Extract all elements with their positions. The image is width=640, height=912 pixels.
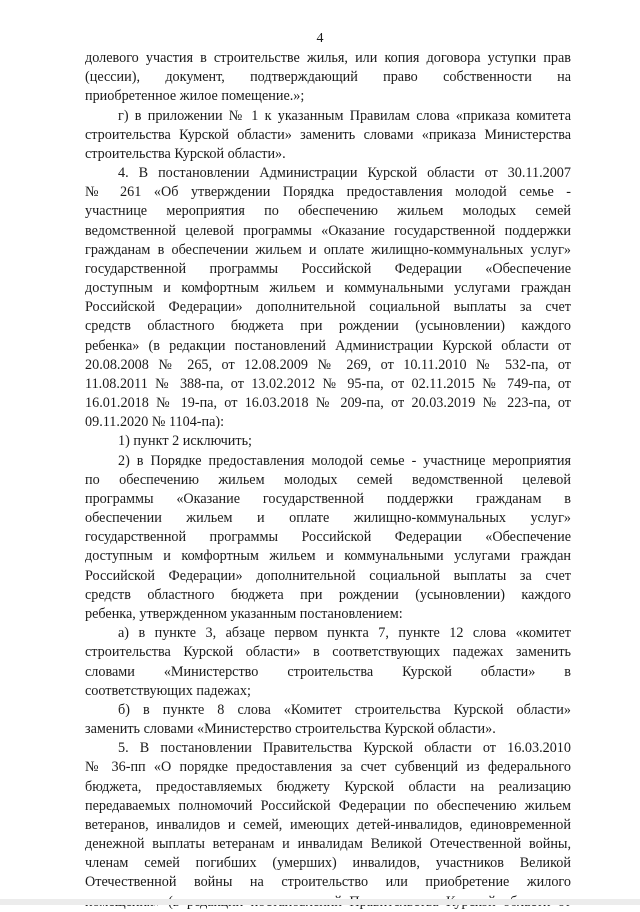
text-line: Отечественной войны на строительство или приобретение жилого [85,874,571,891]
text-line: бюджета, предоставляемых бюджету Курской области на реализацию [85,778,571,795]
text-line: ребенка» (в редакции постановлений Администрации Курской области от [85,337,571,354]
paragraph-start-line: 1) пункт 2 исключить; [118,433,252,450]
text-line: программы «Оказание государственной поддержки гражданам в [85,490,571,507]
text-line: средств областного бюджета при рождении (усыновлении) каждого [85,586,571,603]
text-line: ведомственной целевой программы «Оказание государственной поддержки [85,222,571,239]
paragraph-start-line: г) в приложении № 1 к указанным Правилам слова «приказа комитета [118,107,571,124]
text-line: гражданам в обеспечении жильем и оплате жилищно-коммунальных услуг» [85,241,571,258]
text-line: строительства Курской области». [85,145,286,162]
paragraph-start-line: а) в пункте 3, абзаце первом пункта 7, пункте 12 слова «комитет [118,625,571,642]
text-line: 20.08.2008 № 265, от 12.08.2009 № 269, от 10.11.2010 № 532-па, от [85,356,571,373]
paragraph-start-line: 5. В постановлении Правительства Курской области от 16.03.2010 [118,740,571,757]
text-line: № 36-пп «О порядке предоставления за счет субвенций из федерального [85,759,571,776]
text-line: долевого участия в строительстве жилья, или копия договора уступки прав [85,50,571,66]
text-line: доступным и комфортным жильем и коммунальными услугами граждан [85,548,571,565]
text-line: передаваемых полномочий Российской Федерации по обеспечению жильем [85,797,571,814]
text-line: государственной программы Российской Федерации «Обеспечение [85,260,571,277]
text-line: 11.08.2011 № 388-па, от 13.02.2012 № 95-па, от 02.11.2015 № 749-па, от [85,375,571,392]
text-line: участнице мероприятия по обеспечению жильем молодых семей [85,203,571,220]
text-line: денежной выплаты ветеранам и инвалидам Великой Отечественной войны, [85,836,571,853]
text-line: словами «Министерство строительства Курской области» в [85,663,571,680]
text-line: (цессии), документ, подтверждающий право собственности на [85,69,571,86]
text-line: ребенка, утвержденном указанным постановлением: [85,605,403,622]
text-line: доступным и комфортным жильем и коммунальными услугами граждан [85,280,571,297]
text-line: государственной программы Российской Федерации «Обеспечение [85,529,571,546]
paragraph-start-line: 2) в Порядке предоставления молодой семье - участнице мероприятия [118,452,571,469]
document-body [85,49,571,912]
text-line: 16.01.2018 № 19-па, от 16.03.2018 № 209-па, от 20.03.2019 № 223-па, от [85,395,571,412]
text-line: строительства Курской области» в соответствующих падежах заменить [85,644,571,661]
text-line: строительства Курской области» заменить словами «приказа Министерства [85,126,571,143]
page-bottom-edge [0,899,640,905]
text-line: приобретенное жилое помещение.»; [85,88,305,105]
paragraph-start-line: 4. В постановлении Администрации Курской области от 30.11.2007 [118,165,571,182]
text-line: ветеранов, инвалидов и семей, имеющих детей-инвалидов, единовременной [85,816,571,833]
text-line: членам семей погибших (умерших) инвалидов, участников Великой [85,855,571,872]
text-line: обеспечении жильем и оплате жилищно-коммунальных услуг» [85,510,571,527]
paragraph-start-line: б) в пункте 8 слова «Комитет строительства Курской области» [118,701,571,718]
text-line: средств областного бюджета при рождении (усыновлении) каждого [85,318,571,335]
page-number: 4 [316,31,324,46]
text-line: соответствующих падежах; [85,682,251,699]
text-line: Российской Федерации» дополнительной социальной выплаты за счет [85,299,571,316]
text-line: Российской Федерации» дополнительной социальной выплаты за счет [85,567,571,584]
text-line: № 261 «Об утверждении Порядка предоставления молодой семье - [85,184,571,201]
text-line: по обеспечению жильем молодых семей ведомственной целевой [85,471,571,488]
text-line: 09.11.2020 № 1104-па): [85,414,225,431]
text-line: заменить словами «Министерство строительства Курской области». [85,721,496,738]
